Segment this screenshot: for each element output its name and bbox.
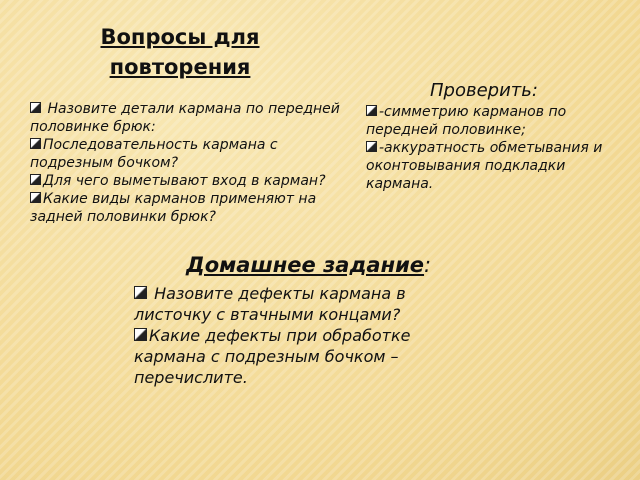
checkbox-bullet-icon	[30, 102, 41, 113]
check-title: Проверить:	[430, 80, 538, 101]
list-item-text: Для чего выметывают вход в карман?	[43, 173, 326, 189]
list-item	[366, 139, 628, 193]
checkbox-bullet-icon	[30, 174, 41, 185]
review-questions-list	[30, 100, 350, 226]
list-item-text: Назовите дефекты кармана в листочку с втачными концами?	[134, 284, 406, 324]
list-item	[134, 283, 474, 325]
list-item-text: -аккуратность обметывания и оконтовывания подкладки кармана.	[366, 140, 603, 192]
list-item	[134, 325, 474, 388]
list-item-text: -симметрию карманов по передней половинке;	[366, 104, 567, 138]
list-item	[30, 100, 350, 136]
list-item-text: Назовите детали кармана по передней половинке брюк:	[30, 101, 340, 135]
homework-title	[186, 252, 431, 278]
checkbox-bullet-icon	[134, 286, 147, 299]
list-item	[30, 136, 350, 172]
list-item	[30, 190, 350, 226]
checkbox-bullet-icon	[134, 328, 147, 341]
checkbox-bullet-icon	[30, 192, 41, 203]
checkbox-bullet-icon	[366, 141, 377, 152]
list-item-text: Последовательность кармана с подрезным бочком?	[30, 137, 278, 171]
homework-title-text: Домашнее задание	[186, 253, 425, 277]
list-item-text: Какие виды карманов применяют на задней половинки брюк?	[30, 191, 317, 225]
homework-list	[134, 283, 474, 388]
checkbox-bullet-icon	[366, 105, 377, 116]
list-item	[30, 172, 350, 190]
checkbox-bullet-icon	[30, 138, 41, 149]
list-item-text: Какие дефекты при обработке кармана с подрезным бочком – перечислите.	[134, 326, 411, 387]
list-item	[366, 103, 628, 139]
homework-title-colon: :	[424, 253, 432, 277]
check-list	[366, 103, 628, 193]
review-title: Вопросы для повторения	[100, 25, 260, 79]
